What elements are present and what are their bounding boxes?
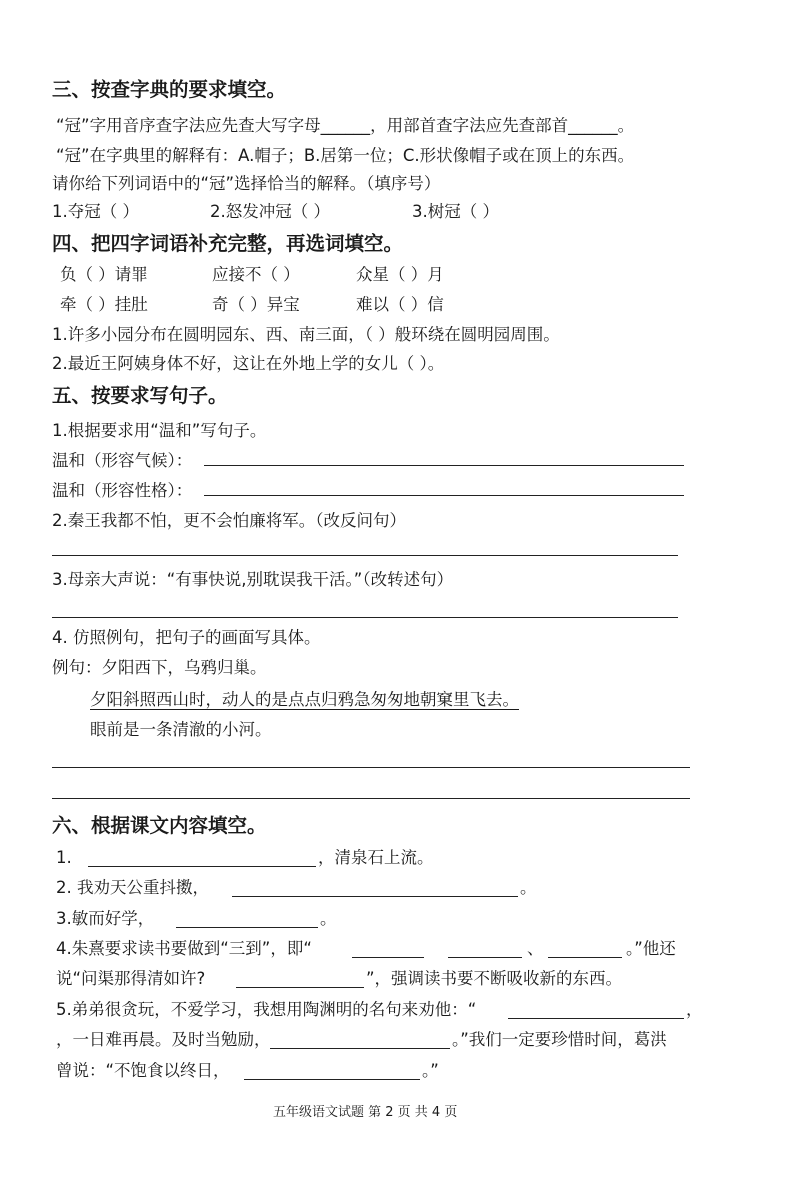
s6-q5-line-2: ，一日难再晨。及时当勉励， <box>56 1030 271 1049</box>
example-label: 例句：夕阳西下，乌鸦归巢。 <box>52 658 267 677</box>
answer-line-climate[interactable] <box>204 465 684 466</box>
s6-q3-text: 3.敏而好学， <box>56 909 155 928</box>
blank-q2[interactable] <box>232 896 518 897</box>
s5-question-3: 3.母亲大声说：“有事快说,别耽误我干活。”（改转述句） <box>52 570 454 589</box>
s3-question-3: 3.树冠（ ） <box>412 202 499 221</box>
s6-q1-number: 1. <box>56 848 72 867</box>
blank-q5-1[interactable] <box>508 1018 684 1019</box>
blank-q4-2[interactable] <box>448 957 522 958</box>
answer-line-1[interactable] <box>52 767 690 768</box>
example-sentence: 夕阳斜照西山时，动人的是点点归鸦急匆匆地朝窠里飞去。 <box>90 690 519 709</box>
idiom-6: 难以（ ）信 <box>356 295 444 314</box>
s6-q4-line-2: 说“问渠那得清如许? <box>56 969 206 988</box>
s5-question-4: 4. 仿照例句，把句子的画面写具体。 <box>52 628 321 647</box>
s6-q4-end: 。”他还 <box>626 939 676 958</box>
blank-q3[interactable] <box>176 927 318 928</box>
answer-line-indirect[interactable] <box>52 617 678 618</box>
s5-q1-character-label: 温和（形容性格）： <box>52 481 193 500</box>
blank-q5-3[interactable] <box>244 1079 420 1080</box>
blank-q4-1[interactable] <box>352 957 424 958</box>
idiom-4: 牵（ ）挂肚 <box>60 295 148 314</box>
blank-q4-4[interactable] <box>236 987 364 988</box>
section-3-title: 三、按查字典的要求填空。 <box>52 78 287 101</box>
idiom-1: 负（ ）请罪 <box>60 265 148 284</box>
s5-question-2: 2.秦王我都不怕，更不会怕廉将军。（改反问句） <box>52 511 406 530</box>
s6-q5-comma: ， <box>686 1000 703 1019</box>
s6-q5-line-3-end: 。” <box>422 1061 439 1080</box>
s6-q5-line-2-end: 。”我们一定要珍惜时间，葛洪 <box>452 1030 667 1049</box>
section-6-title: 六、根据课文内容填空。 <box>52 814 267 837</box>
blank-q4-3[interactable] <box>548 957 622 958</box>
s6-q4-line-2-end: ”，强调读书要不断吸收新的东西。 <box>366 969 623 988</box>
answer-line-rhetorical[interactable] <box>52 555 678 556</box>
s6-q1-text: ，清泉石上流。 <box>318 848 434 867</box>
section-5-title: 五、按要求写句子。 <box>52 384 228 407</box>
idiom-5: 奇（ ）异宝 <box>212 295 300 314</box>
s6-q2-end: 。 <box>520 878 537 897</box>
s4-sentence-1: 1.许多小园分布在圆明园东、西、南三面，（ ）般环绕在圆明园周围。 <box>52 325 560 344</box>
idiom-2: 应接不（ ） <box>212 265 300 284</box>
s6-q4-text: 4.朱熹要求读书要做到“三到”，即“ <box>56 939 312 958</box>
s6-q3-end: 。 <box>320 909 337 928</box>
page-footer: 五年级语文试题 第 2 页 共 4 页 <box>273 1105 458 1120</box>
idiom-3: 众星（ ）月 <box>356 265 444 284</box>
s5-question-1: 1.根据要求用“温和”写句子。 <box>52 421 267 440</box>
s3-line-2: “冠”在字典里的解释有：A.帽子；B.居第一位；C.形状像帽子或在顶上的东西。 <box>56 146 635 165</box>
blank-q5-2[interactable] <box>270 1048 450 1049</box>
s6-q5-line-3: 曾说：“不饱食以终日， <box>56 1061 230 1080</box>
s4-sentence-2: 2.最近王阿姨身体不好，这让在外地上学的女儿（ ）。 <box>52 354 445 373</box>
s3-line-1: “冠”字用音序查字法应先查大写字母______，用部首查字法应先查部首______。 <box>56 116 635 135</box>
s3-question-1: 1.夺冠（ ） <box>52 202 139 221</box>
s3-line-3: 请你给下列词语中的“冠”选择恰当的解释。（填序号） <box>52 174 441 193</box>
blank-q1[interactable] <box>88 866 316 867</box>
practice-prompt: 眼前是一条清澈的小河。 <box>90 720 272 739</box>
s6-q2-text: 2. 我劝天公重抖擞， <box>56 878 209 897</box>
s6-q4-separator: 、 <box>527 939 544 958</box>
s3-question-2: 2.怒发冲冠（ ） <box>210 202 330 221</box>
answer-line-2[interactable] <box>52 798 690 799</box>
section-4-title: 四、把四字词语补充完整，再选词填空。 <box>52 232 404 255</box>
s6-q5-text: 5.弟弟很贪玩，不爱学习，我想用陶渊明的名句来劝他：“ <box>56 1000 477 1019</box>
s5-q1-climate-label: 温和（形容气候）： <box>52 451 193 470</box>
answer-line-character[interactable] <box>204 495 684 496</box>
